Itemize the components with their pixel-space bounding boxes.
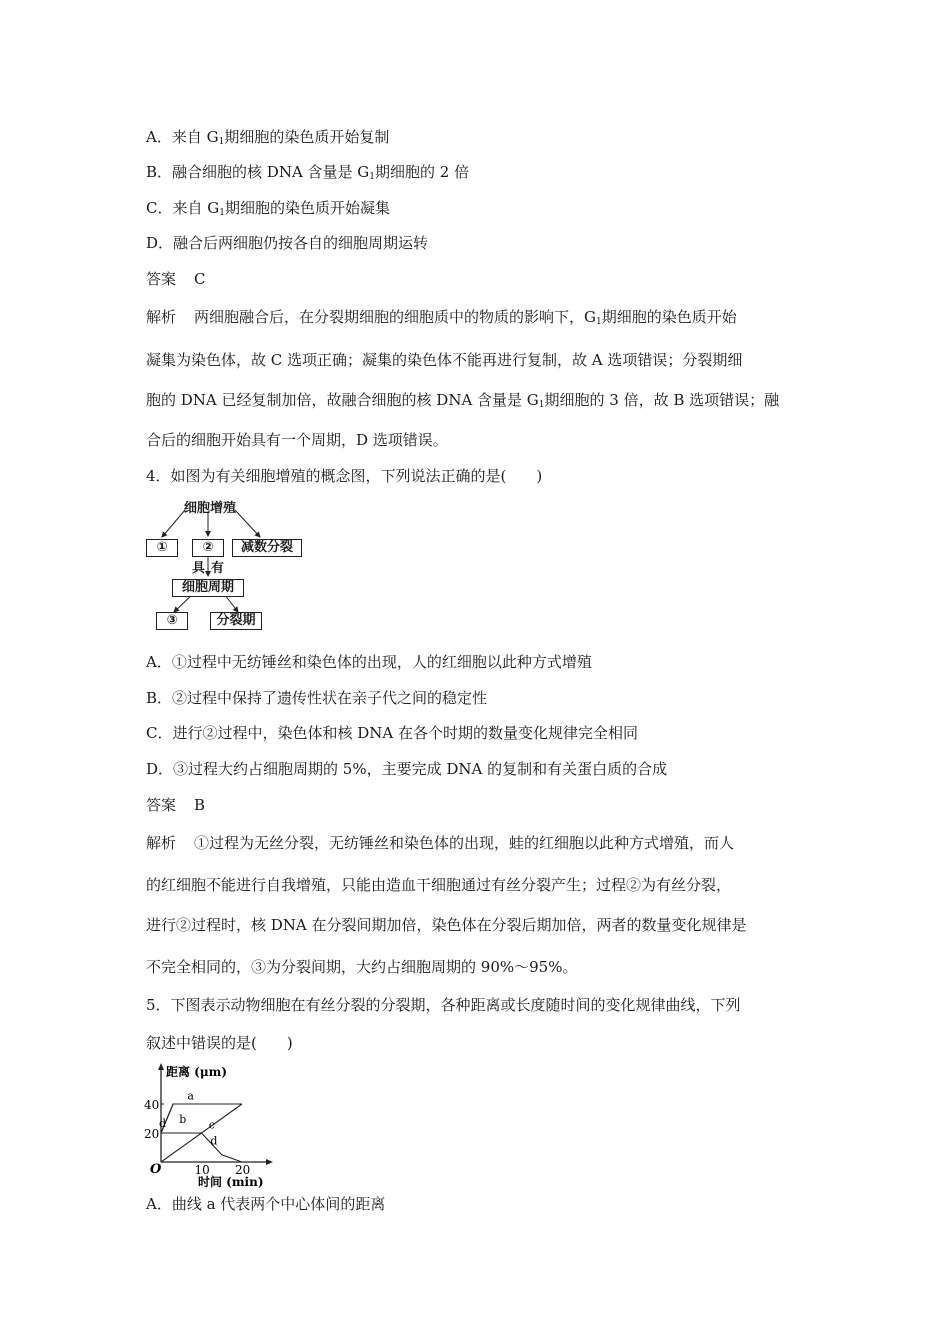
series-label-d: d (158, 1117, 167, 1131)
x-axis-label: 时间 (min) (198, 1175, 264, 1189)
diagram-node-3: ③ (156, 612, 188, 630)
diagram-cell-cycle: 细胞周期 (172, 579, 244, 597)
diagram-has-label-1: 具 (192, 561, 206, 576)
q4-option-a: A．①过程中无纺锤丝和染色体的出现，人的红细胞以此种方式增殖 (146, 653, 592, 671)
q4-stem: 4．如图为有关细胞增殖的概念图，下列说法正确的是( ) (146, 467, 543, 485)
x-axis-arrow (266, 1159, 273, 1165)
diagram-meiosis: 减数分裂 (232, 539, 302, 557)
distance-time-chart (140, 1060, 280, 1190)
q4-option-d: D．③过程大约占细胞周期的 5%，主要完成 DNA 的复制和有关蛋白质的合成 (146, 760, 668, 778)
q5-stem-line-1: 5．下图表示动物细胞在有丝分裂的分裂期，各种距离或长度随时间的变化规律曲线，下列 (146, 996, 741, 1014)
q4-analysis-line-2: 的红细胞不能进行自我增殖，只能由造血干细胞通过有丝分裂产生；过程②为有丝分裂， (146, 876, 732, 894)
y-axis-arrow (158, 1063, 164, 1070)
diagram-cell-proliferation: 细胞增殖 (184, 501, 237, 516)
q4-option-b: B．②过程中保持了遗传性状在亲子代之间的稳定性 (146, 689, 488, 707)
series-label-c: c (208, 1118, 215, 1132)
q3-option-d: D．融合后两细胞仍按各自的细胞周期运转 (146, 234, 429, 252)
q3-option-b: B．融合细胞的核 DNA 含量是 $G_1$期细胞的 2 倍 (146, 163, 470, 182)
q3-analysis-line-2: 凝集为染色体，故 C 选项正确；凝集的染色体不能再进行复制，故 A 选项错误；分裂期细 (146, 351, 743, 369)
q4-analysis-line-4: 不完全相同的，③为分裂间期，大约占细胞周期的 90%～95%。 (146, 958, 578, 976)
x-tick-label: 20 (235, 1163, 251, 1177)
q3-option-a: A．来自 $G_1$期细胞的染色质开始复制 (146, 128, 390, 147)
origin-label: O (150, 1162, 162, 1177)
y-axis-label: 距离 (μm) (166, 1065, 228, 1079)
q3-answer: 答案 C (146, 270, 206, 288)
series-label-b: b (179, 1112, 187, 1126)
x-tick-label: 10 (194, 1163, 210, 1177)
q5-stem-line-2: 叙述中错误的是( ) (146, 1034, 293, 1052)
q3-analysis-line-3: 胞的 DNA 已经复制加倍，故融合细胞的核 DNA 含量是 $G_1$期细胞的 3 倍，故 B 选项错误；融 (146, 391, 780, 410)
q3-analysis-line-4: 合后的细胞开始具有一个周期，D 选项错误。 (146, 431, 448, 449)
q4-option-c: C．进行②过程中，染色体和核 DNA 在各个时期的数量变化规律完全相同 (146, 724, 639, 742)
y-tick-label: 20 (144, 1127, 160, 1141)
q4-answer: 答案 B (146, 796, 206, 814)
q5-option-a: A．曲线 a 代表两个中心体间的距离 (146, 1195, 386, 1213)
q4-analysis-line-1: 解析 ①过程为无丝分裂，无纺锤丝和染色体的出现，蛙的红细胞以此种方式增殖，而人 (146, 834, 735, 852)
diagram-node-2: ② (192, 539, 224, 557)
series-label-a: a (187, 1089, 194, 1103)
y-tick-label: 40 (144, 1098, 160, 1112)
diagram-node-1: ① (146, 539, 178, 557)
series-d (161, 1133, 242, 1162)
series-label-d: d (210, 1134, 218, 1148)
q4-analysis-line-3: 进行②过程时，核 DNA 在分裂间期加倍，染色体在分裂后期加倍，两者的数量变化规律是 (146, 916, 747, 934)
diagram-division-phase: 分裂期 (210, 612, 262, 630)
q3-analysis-line-1: 解析 两细胞融合后，在分裂期细胞的细胞质中的物质的影响下，$G_1$期细胞的染色质开始 (146, 308, 737, 327)
q3-option-c: C．来自 $G_1$期细胞的染色质开始凝集 (146, 199, 390, 218)
series-a (158, 1104, 242, 1133)
diagram-has-label-2: 有 (211, 561, 225, 576)
